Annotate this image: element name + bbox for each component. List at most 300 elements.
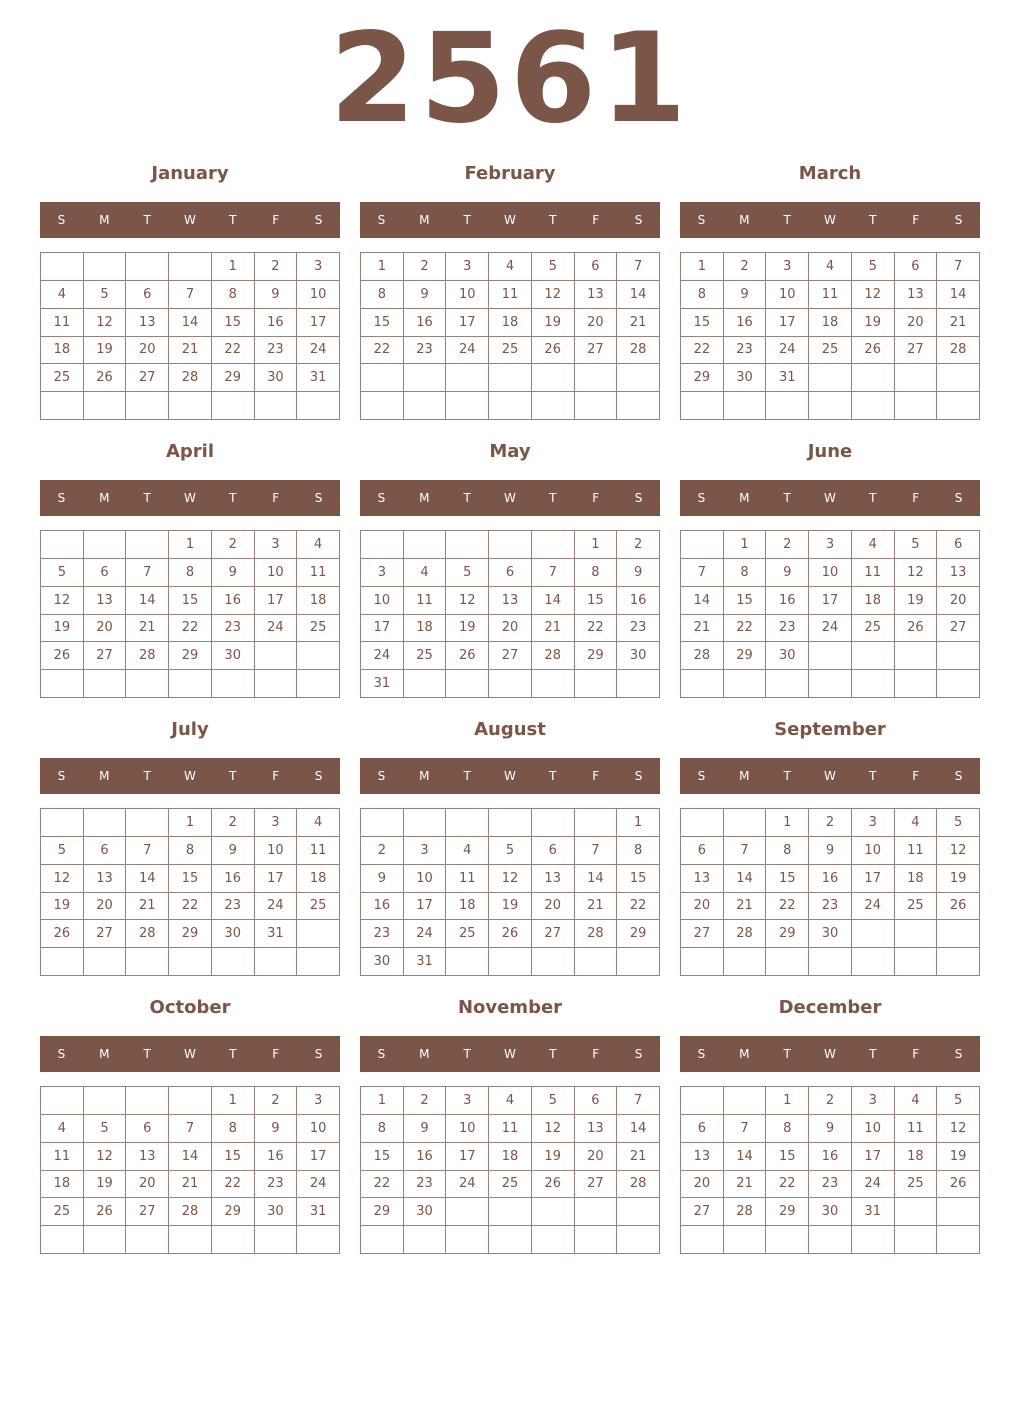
day-cell: 13: [937, 559, 980, 587]
empty-cell: [575, 670, 618, 698]
weekday-label: M: [99, 491, 110, 505]
empty-cell: [937, 364, 980, 392]
weekday-label: M: [99, 1047, 110, 1061]
day-cell: 10: [766, 281, 809, 309]
weekday-label: S: [57, 491, 66, 505]
day-cell: 26: [84, 1198, 127, 1226]
day-cell: 11: [41, 309, 84, 337]
weekday-label: W: [184, 491, 196, 505]
empty-cell: [766, 670, 809, 698]
day-cell: 30: [766, 642, 809, 670]
day-cell: 20: [575, 309, 618, 337]
empty-cell: [41, 531, 84, 559]
weekday-label: T: [783, 491, 791, 505]
day-cell: 11: [41, 1143, 84, 1171]
day-cell: 30: [617, 642, 660, 670]
empty-cell: [169, 392, 212, 420]
empty-cell: [895, 1226, 938, 1254]
day-cell: 11: [489, 281, 532, 309]
empty-cell: [681, 948, 724, 976]
day-cell: 8: [724, 559, 767, 587]
day-cell: 11: [895, 1115, 938, 1143]
day-grid: [360, 1086, 660, 1254]
empty-cell: [361, 1226, 404, 1254]
day-cell: 2: [809, 809, 852, 837]
weekday-header: [40, 1036, 340, 1072]
day-cell: 12: [532, 281, 575, 309]
month-title: February: [464, 163, 556, 184]
day-cell: 26: [532, 1171, 575, 1199]
empty-cell: [809, 642, 852, 670]
day-cell: 20: [532, 893, 575, 921]
empty-cell: [895, 642, 938, 670]
empty-cell: [361, 531, 404, 559]
day-cell: 12: [489, 865, 532, 893]
weekday-label: M: [419, 769, 430, 783]
day-cell: 3: [297, 253, 340, 281]
empty-cell: [617, 1198, 660, 1226]
weekday-label: T: [143, 491, 151, 505]
day-cell: 19: [852, 309, 895, 337]
empty-cell: [255, 1226, 298, 1254]
weekday-header: [680, 758, 980, 794]
empty-cell: [404, 392, 447, 420]
weekday-label: M: [99, 213, 110, 227]
day-cell: 28: [937, 337, 980, 365]
day-cell: 15: [724, 587, 767, 615]
day-cell: 22: [617, 893, 660, 921]
empty-cell: [361, 809, 404, 837]
day-cell: 1: [212, 1087, 255, 1115]
weekday-label: T: [783, 213, 791, 227]
day-cell: 21: [126, 893, 169, 921]
month-title: August: [474, 719, 546, 740]
day-cell: 24: [255, 893, 298, 921]
day-cell: 28: [681, 642, 724, 670]
day-cell: 13: [575, 1115, 618, 1143]
day-cell: 9: [255, 281, 298, 309]
empty-cell: [852, 392, 895, 420]
day-cell: 24: [297, 1171, 340, 1199]
day-cell: 19: [41, 893, 84, 921]
day-cell: 26: [41, 642, 84, 670]
day-cell: 16: [255, 309, 298, 337]
empty-cell: [809, 364, 852, 392]
day-cell: 9: [212, 837, 255, 865]
day-cell: 18: [297, 865, 340, 893]
empty-cell: [297, 1226, 340, 1254]
day-cell: 7: [169, 1115, 212, 1143]
day-cell: 31: [766, 364, 809, 392]
day-cell: 17: [297, 309, 340, 337]
weekday-label: T: [143, 213, 151, 227]
day-cell: 19: [489, 893, 532, 921]
empty-cell: [681, 392, 724, 420]
empty-cell: [169, 1226, 212, 1254]
day-cell: 13: [895, 281, 938, 309]
day-cell: 24: [255, 615, 298, 643]
empty-cell: [809, 948, 852, 976]
day-cell: 30: [404, 1198, 447, 1226]
day-cell: 9: [809, 1115, 852, 1143]
day-cell: 5: [84, 281, 127, 309]
weekday-label: W: [504, 213, 516, 227]
empty-cell: [489, 531, 532, 559]
day-cell: 23: [724, 337, 767, 365]
weekday-label: T: [869, 491, 877, 505]
day-cell: 1: [766, 809, 809, 837]
day-cell: 21: [617, 1143, 660, 1171]
weekday-label: F: [592, 769, 600, 783]
day-cell: 5: [937, 809, 980, 837]
day-grid: [40, 1086, 340, 1254]
day-cell: 27: [681, 1198, 724, 1226]
day-cell: 13: [681, 1143, 724, 1171]
day-cell: 29: [575, 642, 618, 670]
day-cell: 3: [852, 1087, 895, 1115]
day-cell: 16: [361, 893, 404, 921]
empty-cell: [41, 948, 84, 976]
day-cell: 8: [361, 281, 404, 309]
day-cell: 12: [937, 1115, 980, 1143]
empty-cell: [532, 531, 575, 559]
empty-cell: [446, 531, 489, 559]
day-cell: 29: [361, 1198, 404, 1226]
empty-cell: [489, 670, 532, 698]
day-cell: 22: [766, 1171, 809, 1199]
day-cell: 24: [446, 1171, 489, 1199]
day-cell: 8: [681, 281, 724, 309]
day-cell: 6: [126, 281, 169, 309]
empty-cell: [809, 392, 852, 420]
empty-cell: [404, 364, 447, 392]
day-cell: 29: [766, 1198, 809, 1226]
day-cell: 5: [852, 253, 895, 281]
weekday-label: W: [184, 1047, 196, 1061]
day-cell: 10: [404, 865, 447, 893]
day-cell: 2: [766, 531, 809, 559]
empty-cell: [724, 670, 767, 698]
weekday-label: S: [697, 769, 706, 783]
empty-cell: [84, 392, 127, 420]
day-cell: 13: [681, 865, 724, 893]
day-cell: 6: [84, 559, 127, 587]
weekday-label: S: [697, 213, 706, 227]
day-cell: 16: [766, 587, 809, 615]
day-cell: 17: [255, 865, 298, 893]
weekday-label: M: [739, 491, 750, 505]
empty-cell: [937, 1198, 980, 1226]
day-cell: 19: [446, 615, 489, 643]
day-grid: [360, 808, 660, 976]
day-cell: 21: [169, 1171, 212, 1199]
day-cell: 12: [895, 559, 938, 587]
day-cell: 5: [937, 1087, 980, 1115]
day-cell: 6: [575, 1087, 618, 1115]
empty-cell: [489, 1226, 532, 1254]
empty-cell: [895, 392, 938, 420]
day-cell: 7: [937, 253, 980, 281]
weekday-label: T: [549, 491, 557, 505]
weekday-label: W: [824, 769, 836, 783]
day-cell: 7: [126, 837, 169, 865]
day-cell: 2: [255, 253, 298, 281]
day-cell: 17: [297, 1143, 340, 1171]
day-grid: [680, 530, 980, 698]
month-title: November: [457, 997, 563, 1018]
day-cell: 22: [212, 337, 255, 365]
day-cell: 7: [724, 837, 767, 865]
weekday-label: W: [824, 213, 836, 227]
day-cell: 26: [489, 920, 532, 948]
day-cell: 8: [361, 1115, 404, 1143]
day-cell: 24: [404, 920, 447, 948]
weekday-label: F: [272, 1047, 280, 1061]
day-cell: 3: [361, 559, 404, 587]
day-cell: 7: [617, 253, 660, 281]
weekday-header: [680, 480, 980, 516]
day-cell: 14: [724, 865, 767, 893]
empty-cell: [41, 809, 84, 837]
day-cell: 3: [404, 837, 447, 865]
empty-cell: [297, 920, 340, 948]
weekday-label: T: [143, 769, 151, 783]
day-cell: 12: [532, 1115, 575, 1143]
empty-cell: [126, 670, 169, 698]
day-cell: 16: [724, 309, 767, 337]
day-grid: [360, 530, 660, 698]
empty-cell: [895, 1198, 938, 1226]
day-cell: 6: [532, 837, 575, 865]
weekday-label: T: [229, 1047, 237, 1061]
day-cell: 14: [937, 281, 980, 309]
empty-cell: [212, 392, 255, 420]
empty-cell: [297, 948, 340, 976]
day-cell: 2: [212, 809, 255, 837]
empty-cell: [169, 948, 212, 976]
empty-cell: [617, 392, 660, 420]
day-cell: 29: [212, 364, 255, 392]
day-cell: 19: [937, 865, 980, 893]
weekday-label: S: [57, 1047, 66, 1061]
day-cell: 7: [681, 559, 724, 587]
day-cell: 31: [255, 920, 298, 948]
empty-cell: [255, 392, 298, 420]
weekday-label: S: [954, 769, 963, 783]
day-cell: 14: [169, 309, 212, 337]
day-cell: 10: [297, 1115, 340, 1143]
day-cell: 3: [852, 809, 895, 837]
day-grid: [40, 530, 340, 698]
empty-cell: [41, 1087, 84, 1115]
weekday-label: F: [272, 213, 280, 227]
day-cell: 8: [617, 837, 660, 865]
day-cell: 17: [361, 615, 404, 643]
weekday-header: [40, 480, 340, 516]
day-cell: 8: [766, 837, 809, 865]
day-cell: 2: [724, 253, 767, 281]
day-cell: 26: [937, 893, 980, 921]
day-cell: 28: [724, 1198, 767, 1226]
day-cell: 27: [575, 1171, 618, 1199]
day-cell: 19: [41, 615, 84, 643]
day-cell: 20: [84, 893, 127, 921]
empty-cell: [809, 670, 852, 698]
empty-cell: [126, 531, 169, 559]
empty-cell: [681, 1087, 724, 1115]
weekday-label: S: [954, 1047, 963, 1061]
day-cell: 24: [852, 1171, 895, 1199]
day-cell: 22: [169, 893, 212, 921]
day-cell: 20: [126, 337, 169, 365]
empty-cell: [532, 809, 575, 837]
weekday-label: S: [634, 769, 643, 783]
empty-cell: [532, 1198, 575, 1226]
day-cell: 28: [169, 364, 212, 392]
weekday-label: T: [549, 1047, 557, 1061]
day-cell: 25: [446, 920, 489, 948]
month-title: April: [165, 441, 215, 462]
weekday-label: S: [377, 213, 386, 227]
empty-cell: [169, 253, 212, 281]
weekday-label: M: [739, 1047, 750, 1061]
weekday-label: S: [697, 1047, 706, 1061]
day-cell: 22: [681, 337, 724, 365]
empty-cell: [895, 948, 938, 976]
day-cell: 11: [404, 587, 447, 615]
empty-cell: [724, 392, 767, 420]
day-cell: 4: [41, 1115, 84, 1143]
day-cell: 13: [126, 309, 169, 337]
day-cell: 16: [617, 587, 660, 615]
day-cell: 23: [255, 337, 298, 365]
day-cell: 20: [895, 309, 938, 337]
day-cell: 25: [404, 642, 447, 670]
day-cell: 9: [724, 281, 767, 309]
weekday-header: [360, 758, 660, 794]
empty-cell: [852, 920, 895, 948]
day-cell: 13: [532, 865, 575, 893]
day-cell: 4: [41, 281, 84, 309]
day-cell: 6: [937, 531, 980, 559]
weekday-label: S: [377, 769, 386, 783]
empty-cell: [575, 392, 618, 420]
empty-cell: [617, 1226, 660, 1254]
day-cell: 16: [809, 1143, 852, 1171]
day-cell: 2: [404, 253, 447, 281]
day-cell: 13: [84, 865, 127, 893]
month-title: October: [149, 997, 231, 1018]
empty-cell: [852, 642, 895, 670]
weekday-label: F: [912, 491, 920, 505]
day-cell: 6: [681, 837, 724, 865]
empty-cell: [41, 253, 84, 281]
empty-cell: [809, 1226, 852, 1254]
day-cell: 5: [41, 559, 84, 587]
empty-cell: [446, 364, 489, 392]
empty-cell: [852, 670, 895, 698]
day-cell: 1: [575, 531, 618, 559]
day-cell: 19: [532, 1143, 575, 1171]
empty-cell: [895, 670, 938, 698]
empty-cell: [212, 670, 255, 698]
day-cell: 5: [489, 837, 532, 865]
weekday-label: S: [634, 1047, 643, 1061]
month-title: May: [489, 441, 531, 462]
day-cell: 2: [212, 531, 255, 559]
empty-cell: [575, 364, 618, 392]
weekday-label: T: [229, 491, 237, 505]
day-cell: 5: [41, 837, 84, 865]
day-cell: 23: [809, 893, 852, 921]
day-cell: 25: [489, 337, 532, 365]
day-cell: 15: [575, 587, 618, 615]
empty-cell: [404, 1226, 447, 1254]
weekday-header: [40, 758, 340, 794]
day-cell: 11: [297, 837, 340, 865]
empty-cell: [532, 948, 575, 976]
empty-cell: [532, 670, 575, 698]
day-cell: 10: [255, 837, 298, 865]
weekday-header: [40, 202, 340, 238]
day-cell: 25: [895, 1171, 938, 1199]
day-cell: 23: [809, 1171, 852, 1199]
day-cell: 7: [575, 837, 618, 865]
day-cell: 9: [809, 837, 852, 865]
day-cell: 7: [169, 281, 212, 309]
day-cell: 24: [852, 893, 895, 921]
day-cell: 13: [126, 1143, 169, 1171]
day-cell: 21: [617, 309, 660, 337]
empty-cell: [937, 920, 980, 948]
day-cell: 12: [852, 281, 895, 309]
day-cell: 25: [852, 615, 895, 643]
weekday-label: T: [869, 1047, 877, 1061]
empty-cell: [446, 392, 489, 420]
empty-cell: [724, 1226, 767, 1254]
empty-cell: [617, 670, 660, 698]
empty-cell: [126, 948, 169, 976]
empty-cell: [766, 392, 809, 420]
day-cell: 23: [212, 893, 255, 921]
day-cell: 19: [895, 587, 938, 615]
day-cell: 12: [937, 837, 980, 865]
day-cell: 13: [84, 587, 127, 615]
empty-cell: [404, 531, 447, 559]
day-cell: 19: [937, 1143, 980, 1171]
weekday-label: S: [57, 769, 66, 783]
day-cell: 14: [532, 587, 575, 615]
weekday-label: T: [869, 769, 877, 783]
weekday-label: T: [143, 1047, 151, 1061]
empty-cell: [766, 948, 809, 976]
empty-cell: [404, 809, 447, 837]
empty-cell: [489, 392, 532, 420]
empty-cell: [937, 392, 980, 420]
empty-cell: [617, 364, 660, 392]
day-cell: 21: [126, 615, 169, 643]
day-cell: 22: [575, 615, 618, 643]
month-title: January: [151, 163, 229, 184]
weekday-label: M: [739, 769, 750, 783]
day-cell: 3: [255, 531, 298, 559]
day-cell: 23: [255, 1171, 298, 1199]
empty-cell: [766, 1226, 809, 1254]
weekday-label: F: [272, 491, 280, 505]
day-cell: 8: [169, 559, 212, 587]
empty-cell: [446, 809, 489, 837]
day-cell: 13: [575, 281, 618, 309]
